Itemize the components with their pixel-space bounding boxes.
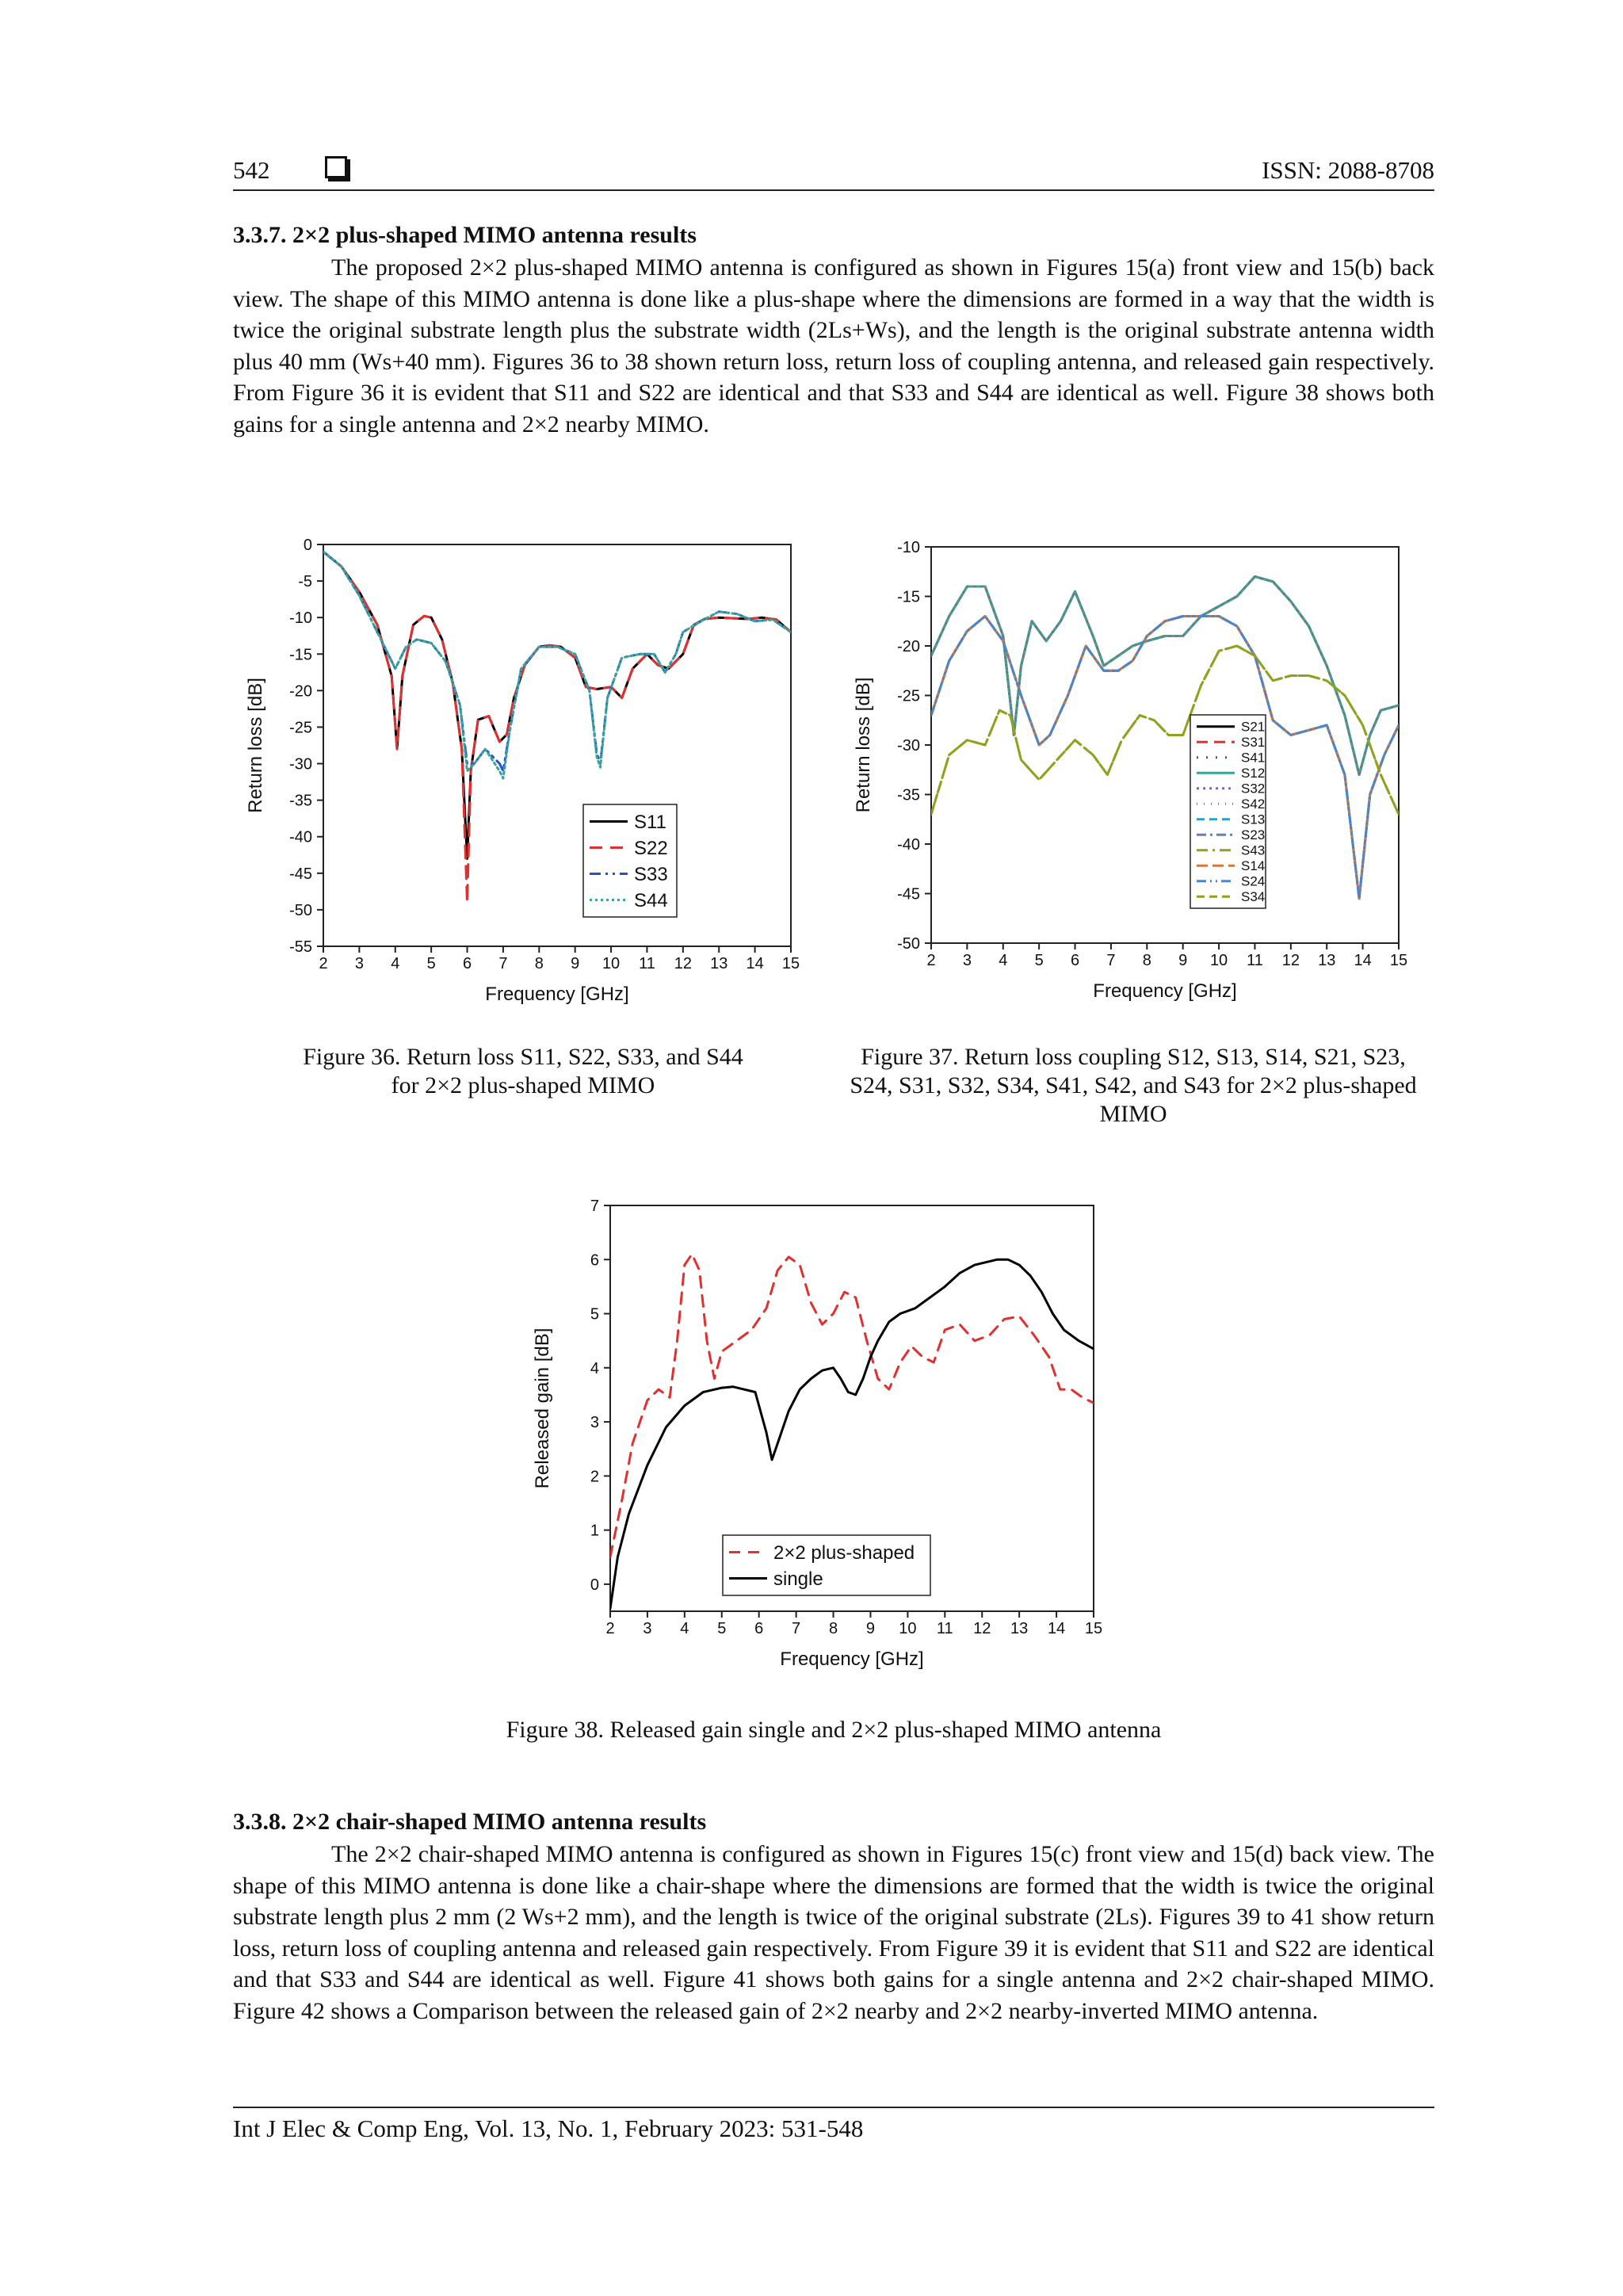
y-tick-label: -15: [289, 646, 312, 664]
y-tick-label: -50: [897, 935, 920, 953]
x-tick-label: 4: [391, 955, 400, 972]
y-tick-label: 4: [590, 1359, 599, 1377]
x-tick-label: 12: [1281, 952, 1300, 969]
y-tick-label: -30: [289, 755, 312, 774]
x-tick-label: 3: [354, 955, 364, 972]
legend-label: S31: [1241, 735, 1266, 751]
x-tick-label: 2: [605, 1620, 615, 1637]
section-paragraph-337: [233, 252, 1434, 440]
y-tick-label: 6: [590, 1251, 599, 1270]
x-tick-label: 11: [1247, 952, 1263, 969]
x-tick-label: 3: [962, 952, 972, 969]
legend-label: S12: [1241, 766, 1266, 781]
y-axis-label: Return loss [dB]: [853, 677, 874, 813]
legend-label: S21: [1241, 719, 1266, 735]
x-tick-label: 13: [1318, 952, 1336, 969]
page-header: [233, 153, 1434, 191]
x-tick-label: 7: [498, 955, 508, 972]
x-tick-label: 5: [717, 1620, 727, 1637]
x-tick-label: 9: [571, 955, 580, 972]
series-line-S22: [323, 552, 791, 902]
x-tick-label: 11: [936, 1620, 953, 1637]
square-bullet-icon: [325, 156, 347, 178]
x-tick-label: 10: [1209, 952, 1228, 969]
y-tick-label: -35: [897, 786, 920, 804]
series-line-S31: [931, 617, 1399, 899]
legend-label: S32: [1241, 781, 1266, 797]
y-tick-label: -25: [897, 687, 920, 705]
y-tick-label: -20: [289, 682, 312, 701]
figure-36-caption: Figure 36. Return loss S11, S22, S33, and S44 for 2×2 plus-shaped MIMO: [303, 1044, 743, 1098]
legend-label: S34: [1241, 889, 1266, 905]
issn: ISSN: 2088-8708: [1262, 156, 1434, 184]
x-tick-label: 6: [1070, 952, 1080, 969]
section-heading-338: 3.3.8. 2×2 chair-shaped MIMO antenna results: [233, 1809, 707, 1835]
series-line-S13: [931, 617, 1399, 899]
legend-label: S42: [1241, 797, 1266, 812]
x-tick-label: 8: [1142, 952, 1151, 969]
series-line-S24: [931, 617, 1399, 899]
legend-label: S24: [1241, 873, 1266, 889]
y-tick-label: -25: [289, 719, 312, 737]
chart-group: [245, 537, 800, 1005]
page-footer: [233, 2107, 1434, 2143]
chart-group: [853, 539, 1407, 1002]
legend-label: S13: [1241, 812, 1266, 827]
series-line-S14: [931, 617, 1399, 899]
legend-label: S33: [634, 863, 668, 885]
series-line-S23: [931, 617, 1399, 899]
legend-label: S41: [1241, 750, 1266, 766]
x-tick-label: 8: [534, 955, 544, 972]
series-group: [323, 552, 791, 902]
x-tick-label: 13: [1010, 1620, 1029, 1637]
x-tick-label: 4: [999, 952, 1008, 969]
legend-label: S44: [634, 889, 668, 911]
series-group: [931, 577, 1399, 899]
x-tick-label: 15: [781, 955, 800, 972]
paragraph-text: The 2×2 chair-shaped MIMO antenna is configured as shown in Figures 15(c) front view and 15(d) back view. The shape of this MIMO antenna is done like a chair-shape where the dimensions are formed that the width is twice the original substrate length plus 2 mm (2 Ws+2 mm), and the length is twice of the original substrate (2Ls). Figures 39 to 41 show return loss, return loss of coupling antenna and released gain respectively. From Figure 39 it is evident that S11 and S22 are identical and that S33 and S44 are identical as well. Figure 41 shows both gains for a single antenna and 2×2 chair-shaped MIMO. Figure 42 shows a Comparison between the released gain of 2×2 nearby and 2×2 nearby-inverted MIMO antenna.: [233, 1841, 1434, 2024]
y-tick-label: -40: [289, 828, 312, 846]
y-tick-label: -40: [897, 836, 920, 854]
series-line-S41: [931, 577, 1399, 775]
series-line-2×2 plus-shaped: [610, 1254, 1094, 1557]
y-tick-label: -35: [289, 792, 312, 810]
x-axis-label: Frequency [GHz]: [780, 1648, 924, 1670]
figure-37: [848, 527, 1419, 1022]
y-tick-label: -15: [897, 588, 920, 606]
y-tick-label: -10: [897, 539, 920, 556]
figure-37-chart: [848, 527, 1419, 1018]
y-tick-label: -55: [289, 938, 312, 956]
y-tick-label: 2: [590, 1468, 599, 1486]
figure-36: [238, 523, 808, 1018]
x-tick-label: 2: [319, 955, 328, 972]
x-tick-label: 6: [462, 955, 472, 972]
x-tick-label: 10: [601, 955, 621, 972]
x-tick-label: 15: [1084, 1620, 1103, 1637]
x-axis-label: Frequency [GHz]: [1093, 980, 1237, 1002]
y-tick-label: 3: [590, 1414, 599, 1432]
y-tick-label: 5: [590, 1305, 599, 1324]
series-line-S44: [323, 552, 791, 778]
x-tick-label: 4: [680, 1620, 689, 1637]
legend-label: single: [773, 1568, 823, 1590]
plot-frame: [931, 547, 1399, 943]
y-tick-label: -45: [897, 885, 920, 904]
legend-label: 2×2 plus-shaped: [773, 1541, 915, 1564]
y-tick-label: 1: [590, 1522, 599, 1540]
x-tick-label: 12: [674, 955, 692, 972]
y-tick-label: 0: [590, 1576, 599, 1594]
x-axis-label: Frequency [GHz]: [485, 984, 629, 1005]
x-tick-label: 13: [710, 955, 728, 972]
y-tick-label: 7: [590, 1198, 599, 1215]
chart-group: [532, 1198, 1102, 1670]
x-tick-label: 11: [639, 955, 655, 972]
x-tick-label: 14: [1354, 952, 1372, 969]
page-number: 542: [233, 156, 270, 184]
x-tick-label: 5: [1034, 952, 1044, 969]
y-tick-label: -10: [289, 609, 312, 628]
x-tick-label: 9: [865, 1620, 876, 1637]
x-tick-label: 6: [754, 1620, 764, 1637]
series-line-S21: [931, 577, 1399, 775]
x-tick-label: 8: [828, 1620, 838, 1637]
y-axis-label: Released gain [dB]: [532, 1328, 553, 1489]
x-tick-label: 14: [1047, 1620, 1066, 1637]
figure-37-caption: Figure 37. Return loss coupling S12, S13, S14, S21, S23, S24, S31, S32, S34, S41, S42, and S43 for 2×2 plus-shaped MIMO: [850, 1044, 1417, 1127]
figure-36-chart: [238, 523, 808, 1014]
x-tick-label: 9: [1178, 952, 1188, 969]
y-tick-label: 0: [303, 537, 312, 554]
x-tick-label: 14: [746, 955, 764, 972]
x-tick-label: 15: [1389, 952, 1408, 969]
legend-label: S14: [1241, 858, 1266, 874]
y-tick-label: -45: [289, 865, 312, 883]
x-tick-label: 7: [792, 1620, 801, 1637]
x-tick-label: 5: [426, 955, 436, 972]
y-tick-label: -30: [897, 737, 920, 755]
figure-38-caption: Figure 38. Released gain single and 2×2 plus-shaped MIMO antenna: [506, 1717, 1162, 1743]
legend-label: S43: [1241, 842, 1266, 858]
legend-label: S11: [634, 811, 666, 833]
legend-label: S22: [634, 837, 668, 859]
series-line-S32: [931, 617, 1399, 899]
figure-38-chart: [532, 1193, 1141, 1684]
y-tick-label: -20: [897, 638, 920, 655]
section-paragraph-338: [233, 1839, 1434, 2027]
x-tick-label: 3: [643, 1620, 652, 1637]
y-axis-label: Return loss [dB]: [245, 678, 266, 813]
x-tick-label: 10: [899, 1620, 917, 1637]
paragraph-text: The proposed 2×2 plus-shaped MIMO antenna is configured as shown in Figures 15(a) front view and 15(b) back view. The shape of this MIMO antenna is done like a plus-shape where the dimensions are formed in a way that the width is twice the original substrate length plus the substrate width (2Ls+Ws), and the length is the original substrate antenna width plus 40 mm (Ws+40 mm). Figures 36 to 38 shown return loss, return loss of coupling antenna, and released gain respectively. From Figure 36 it is evident that S11 and S22 are identical and that S33 and S44 are identical as well. Figure 38 shows both gains for a single antenna and 2×2 nearby MIMO.: [233, 254, 1434, 437]
footer-citation: Int J Elec & Comp Eng, Vol. 13, No. 1, February 2023: 531-548: [233, 2115, 864, 2142]
section-heading-337: 3.3.7. 2×2 plus-shaped MIMO antenna results: [233, 222, 697, 248]
legend-label: S23: [1241, 827, 1266, 843]
y-tick-label: -50: [289, 901, 312, 919]
y-tick-label: -5: [298, 573, 312, 591]
x-tick-label: 7: [1106, 952, 1116, 969]
figure-38: [532, 1193, 1141, 1688]
series-line-S12: [931, 577, 1399, 775]
x-tick-label: 2: [926, 952, 936, 969]
series-line-S33: [323, 552, 791, 771]
plot-frame: [323, 544, 791, 946]
x-tick-label: 12: [973, 1620, 991, 1637]
series-line-S42: [931, 577, 1399, 775]
